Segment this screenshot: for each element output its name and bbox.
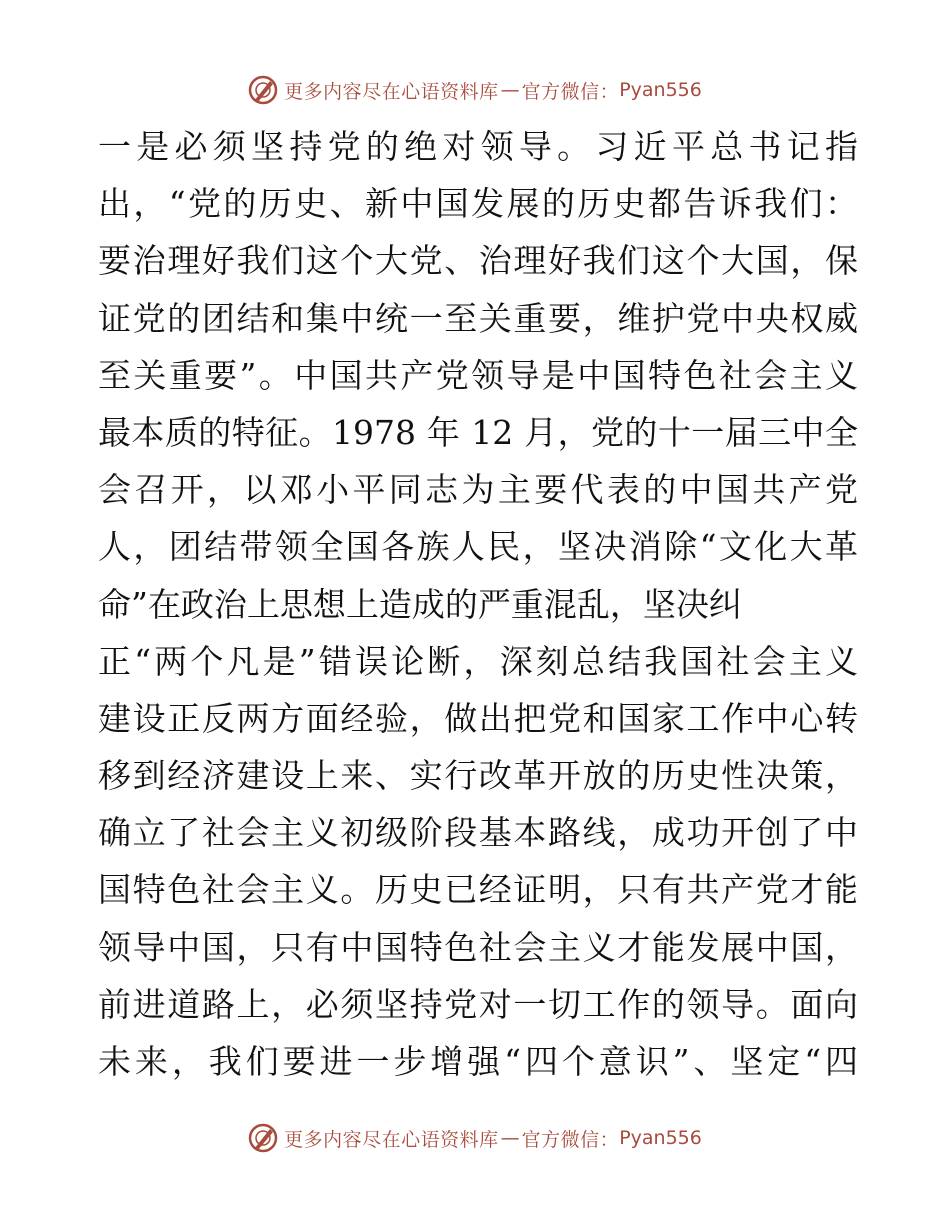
body-line: 确立了社会主义初级阶段基本路线，成功开创了中 bbox=[98, 813, 858, 853]
header-watermark bbox=[0, 70, 950, 110]
watermark-dash: — bbox=[500, 1127, 520, 1149]
body-line: 证党的团结和集中统一至关重要，维护党中央权威 bbox=[98, 298, 858, 338]
body-line: 人，团结带领全国各族人民，坚决消除“文化大革 bbox=[98, 527, 858, 567]
watermark-account: Pyan556 bbox=[619, 1127, 702, 1149]
body-line: 出，“党的历史、新中国发展的历史都告诉我们： bbox=[98, 184, 858, 224]
body-line: 正“两个凡是”错误论断，深刻总结我国社会主义 bbox=[98, 641, 858, 681]
body-line: 移到经济建设上来、实行改革开放的历史性决策， bbox=[98, 756, 858, 796]
watermark-dash: — bbox=[500, 79, 520, 101]
body-line: 命”在政治上思想上造成的严重混乱，坚决纠 bbox=[98, 584, 742, 624]
footer-watermark bbox=[0, 1118, 950, 1158]
watermark-site-text: 更多内容尽在心语资料库 bbox=[284, 1128, 499, 1151]
watermark-account: Pyan556 bbox=[619, 79, 702, 101]
body-line: 国特色社会主义。历史已经证明，只有共产党才能 bbox=[98, 870, 858, 910]
body-line: 领导中国，只有中国特色社会主义才能发展中国， bbox=[98, 927, 858, 967]
quill-logo-icon bbox=[248, 1123, 278, 1153]
watermark-site-text: 更多内容尽在心语资料库 bbox=[284, 80, 499, 103]
body-line: 前进道路上，必须坚持党对一切工作的领导。面向 bbox=[98, 984, 858, 1024]
body-line: 一是必须坚持党的绝对领导。习近平总书记指 bbox=[98, 127, 858, 166]
body-line: 至关重要”。中国共产党领导是中国特色社会主义 bbox=[98, 355, 858, 395]
quill-logo-icon bbox=[248, 75, 278, 105]
body-line: 会召开，以邓小平同志为主要代表的中国共产党 bbox=[98, 470, 858, 510]
body-line: 建设正反两方面经验，做出把党和国家工作中心转 bbox=[98, 698, 858, 738]
body-line: 未来，我们要进一步增强“四个意识”、坚定“四 bbox=[98, 1042, 858, 1081]
body-line: 最本质的特征。1978 年 12 月，党的十一届三中全 bbox=[98, 412, 858, 452]
watermark-official-label: 官方微信： bbox=[521, 80, 620, 103]
body-line: 要治理好我们这个大党、治理好我们这个大国，保 bbox=[98, 241, 858, 281]
watermark-official-label: 官方微信： bbox=[521, 1128, 620, 1151]
document-body bbox=[98, 118, 858, 1090]
